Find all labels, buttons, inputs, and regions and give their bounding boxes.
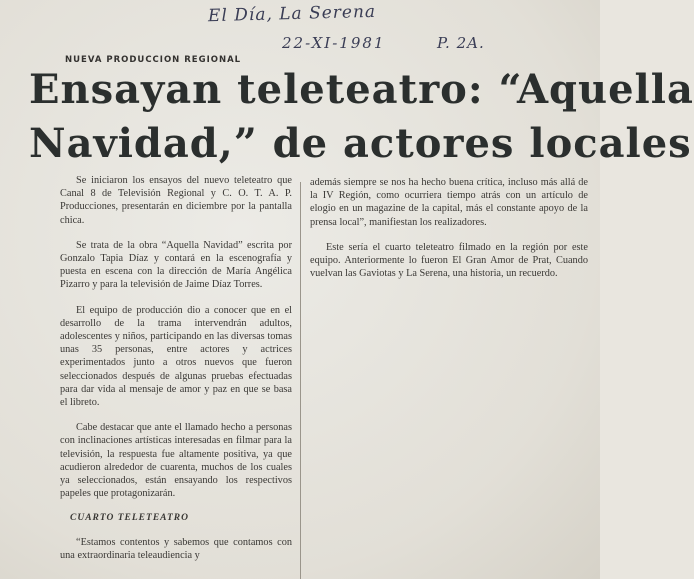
section-subhead: CUARTO TELETEATRO: [70, 513, 189, 524]
handwritten-source: El Día, La Serena: [207, 1, 377, 27]
paragraph: Cabe destacar que ante el llamado hecho a personas con inclinaciones artísticas interesadas en filmar para la televisión, la respuesta fue altamente positiva, ya que acudieron alrededor de cuarenta, muchos de los cuales ya seleccionados, están ensayando los respectivos papeles que protagonizarán.: [60, 422, 292, 500]
paragraph: Este sería el cuarto teleteatro filmado en la región por este equipo. Anteriormente lo fueron El Gran Amor de Prat, Cuando vuelvan las Gaviotas y La Serena, una historia, un recuerdo.: [310, 241, 588, 280]
paragraph: “Estamos contentos y sabemos que contamos con una extraordinaria teleaudiencia y: [60, 536, 292, 561]
article-kicker: NUEVA PRODUCCION REGIONAL: [65, 55, 242, 65]
headline-line-2: Navidad,” de actores locales: [29, 120, 692, 167]
paragraph: Se trata de la obra “Aquella Navidad” escrita por Gonzalo Tapia Díaz y contará en la escenografía y puesta en escena con la dirección de María Angélica Pizarro y para la televisión de Jaime Díaz Torres.: [60, 239, 292, 291]
handwritten-date: 22-XI-1981: [282, 34, 386, 52]
paragraph: además siempre se nos ha hecho buena crítica, incluso más allá de la IV Región, como ocurriera tiempo atrás con un artículo de elogio en un magazine de la capital, más el constante apoyo de la prensa local”, manifiestan los realizadores.: [310, 177, 588, 228]
headline-line-1: Ensayan teleteatro: “Aquella: [29, 66, 694, 113]
column-divider: [300, 182, 301, 579]
article-column-left: [60, 174, 292, 574]
article-column-right: [310, 176, 588, 292]
paragraph: Se iniciaron los ensayos del nuevo teleteatro que Canal 8 de Televisión Regional y C. O. T. A. P. Producciones, presentarán en diciembre por la pantalla chica.: [60, 175, 292, 226]
paragraph: El equipo de producción dio a conocer que en el desarrollo de la trama intervendrán adultos, adolescentes y niños, participando en las diversas tomas unas 35 personas, entre actores y actrices experimentados junto a otros nuevos que fueron seleccionados después de algunas pruebas efectuadas para dar vida al mensaje de amor y paz en que se basa el libreto.: [60, 304, 292, 409]
handwritten-page: P. 2A.: [437, 34, 485, 52]
